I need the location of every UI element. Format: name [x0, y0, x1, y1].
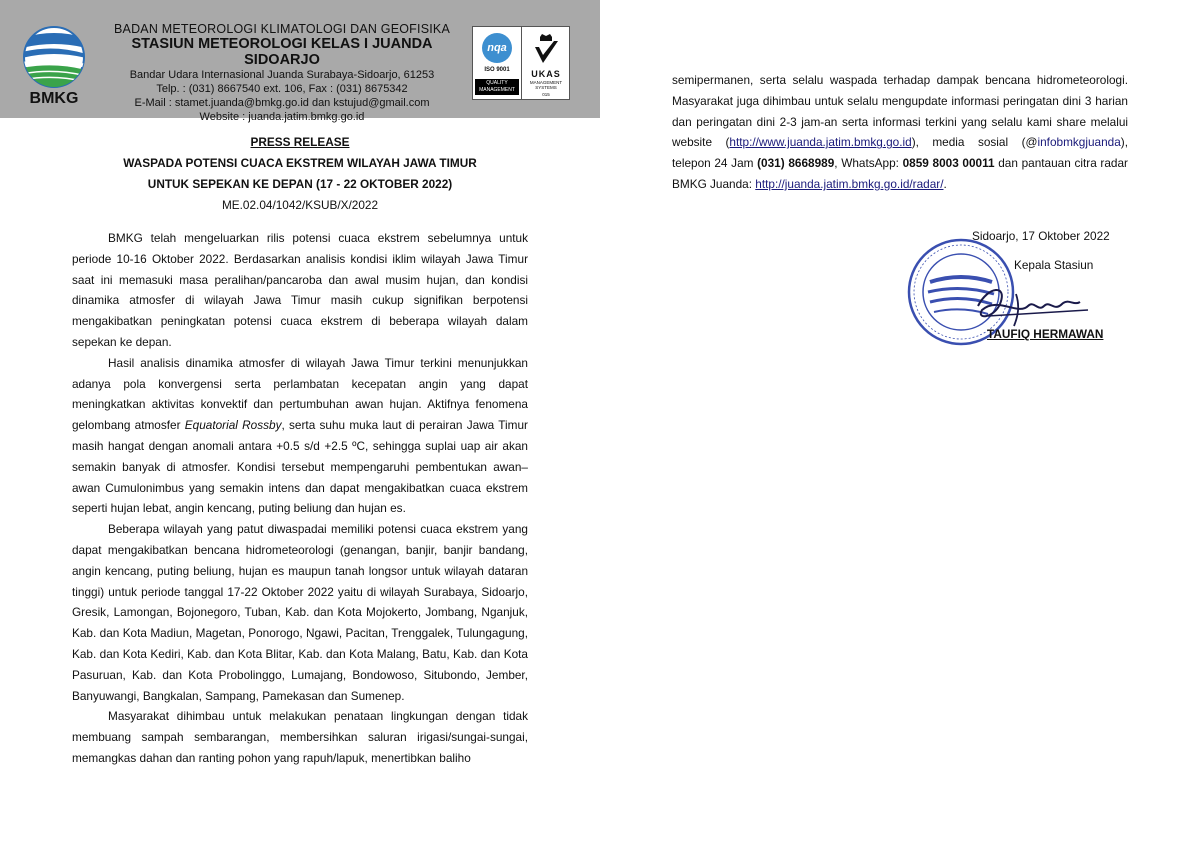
press-release-heading: [72, 132, 528, 216]
quality-management-label: QUALITY MANAGEMENT: [475, 79, 519, 95]
bmkg-logo: [18, 24, 90, 112]
social-media-handle[interactable]: infobmkgjuanda: [1037, 135, 1121, 150]
paragraph-3: Beberapa wilayah yang patut diwaspadai memiliki potensi cuaca ekstrem yang dapat mengakibatkan bencana hidrometeorologi (genangan, banjir, banjir bandang, angin kencang, puting beliung, hujan es maupun tanah longsor untuk wilayah dataran tinggi) untuk periode tanggal 17-22 Oktober 2022 yaitu di wilayah Surabaya, Sidoarjo, Gresik, Lamongan, Bojonegoro, Tuban, Kab. dan Kota Mojokerto, Jombang, Nganjuk, Kab. dan Kota Madiun, Magetan, Ponorogo, Ngawi, Pacitan, Trenggalek, Tulungagung, Kab. dan Kota Kediri, Kab. dan Kota Blitar, Kab. dan Kota Malang, Batu, Kab. dan Kota Pasuruan, Kab. dan Kota Probolinggo, Lumajang, Bondowoso, Situbondo, Jember, Banyuwangi, Bangkalan, Sampang, Pamekasan dan Sumenep.: [72, 522, 528, 703]
station-email: E-Mail : stamet.juanda@bmkg.go.id dan kstujud@gmail.com: [134, 97, 430, 109]
paragraph-2: Hasil analisis dinamika atmosfer di wilayah Jawa Timur terkini menunjukkan adanya pola konvergensi serta perlambatan kecepatan angin yang dapat meningkatkan aktivitas konvektif dan pertumbuhan awan hujan. Aktifnya fenomena gelombang atmosfer Equatorial Rossby, serta suhu muka laut di perairan Jawa Timur masih hangat dengan anomali antara +0.5 s/d +2.5 ºC, sehingga suplai uap air akan semakin banyak di atmosfer. Kondisi tersebut mempengaruhi pembentukan awan–awan Cumulonimbus yang semakin intens dan dapat mengakibatkan cuaca ekstrem seperti hujan lebat, angin kencang, puting beliung dan hujan es.: [72, 355, 528, 516]
station-phone: Telp. : (031) 8667540 ext. 106, Fax : (031) 8675342: [156, 83, 408, 95]
website-link[interactable]: http://www.juanda.jatim.bmkg.go.id: [729, 135, 912, 150]
nqa-logo: nqa: [482, 33, 512, 63]
agency-name: BADAN METEOROLOGI KLIMATOLOGI DAN GEOFISIKA: [114, 22, 450, 36]
station-website: Website : juanda.jatim.bmkg.go.id: [199, 111, 365, 123]
title-line-2: UNTUK SEPEKAN KE DEPAN (17 - 22 OKTOBER 2022): [147, 177, 453, 191]
phone-number: (031) 8668989: [757, 156, 835, 171]
station-address: Bandar Udara Internasional Juanda Surabaya-Sidoarjo, 61253: [129, 69, 435, 81]
certification-logos: [472, 26, 570, 100]
ukas-subtitle: MANAGEMENT SYSTEMS: [529, 80, 563, 90]
ukas-number: 015: [542, 92, 550, 97]
paragraph-4: Masyarakat dihimbau untuk melakukan penataan lingkungan dengan tidak membuang sampah sembarangan, membersihkan saluran irigasi/sungai-sungai, memangkas dahan dan ranting pohon yang rapuh/lapuk, menertibkan baliho: [72, 709, 528, 765]
iso-label: ISO 9001: [484, 67, 510, 73]
title-line-1: WASPADA POTENSI CUACA EKSTREM WILAYAH JAWA TIMUR: [123, 156, 477, 170]
crown-check-icon: [532, 33, 560, 67]
whatsapp-number: 0859 8003 00011: [902, 156, 995, 171]
paragraph-1: BMKG telah mengeluarkan rilis potensi cuaca ekstrem sebelumnya untuk periode 10-16 Oktober 2022. Berdasarkan analisis kondisi iklim wilayah Jawa Timur saat ini memasuki masa peralihan/pancaroba dan awal musim hujan, dan kondisi dinamika atmosfer di wilayah Jawa Timur masih cukup signifikan berpotensi mengakibatkan peningkatan potensi cuaca ekstrem di beberapa wilayah dalam sepekan ke depan.: [72, 231, 528, 349]
letterhead: [0, 0, 600, 123]
paragraph-5: semipermanen, serta selalu waspada terhadap dampak bencana hidrometeorologi. Masyarakat juga dihimbau untuk selalu mengupdate informasi peringatan dini 3 harian dan peringatan dini 2-3 jam-an serta informasi terkini yang selalu kami share melalui website (http://www.juanda.jatim.bmkg.go.id), media sosial (@infobmkgjuanda), telepon 24 Jam (031) 8668989, WhatsApp: 0859 8003 00011 dan pantauan citra radar BMKG Juanda: http://juanda.jatim.bmkg.go.id/radar/.: [672, 73, 1128, 191]
phenomenon-name: Equatorial Rossby: [184, 418, 282, 433]
signatory-role: Kepala Stasiun: [1014, 258, 1094, 272]
press-release-label: PRESS RELEASE: [250, 135, 350, 149]
radar-link[interactable]: http://juanda.jatim.bmkg.go.id/radar/: [755, 176, 944, 191]
signatory-name: TAUFIQ HERMAWAN: [987, 327, 1104, 341]
ukas-certificate: [521, 27, 570, 99]
body-right-column: [672, 70, 1128, 195]
body-left-column: [72, 228, 528, 769]
bmkg-emblem-icon: [18, 24, 90, 90]
letterhead-text: [96, 22, 468, 124]
ukas-label: UKAS: [531, 69, 561, 79]
logo-text: BMKG: [29, 90, 79, 107]
reference-number: ME.02.04/1042/KSUB/X/2022: [221, 198, 379, 212]
station-name: STASIUN METEOROLOGI KELAS I JUANDA SIDOARJO: [131, 36, 433, 68]
signature-date: Sidoarjo, 17 Oktober 2022: [972, 229, 1110, 243]
nqa-certificate: [473, 27, 521, 99]
